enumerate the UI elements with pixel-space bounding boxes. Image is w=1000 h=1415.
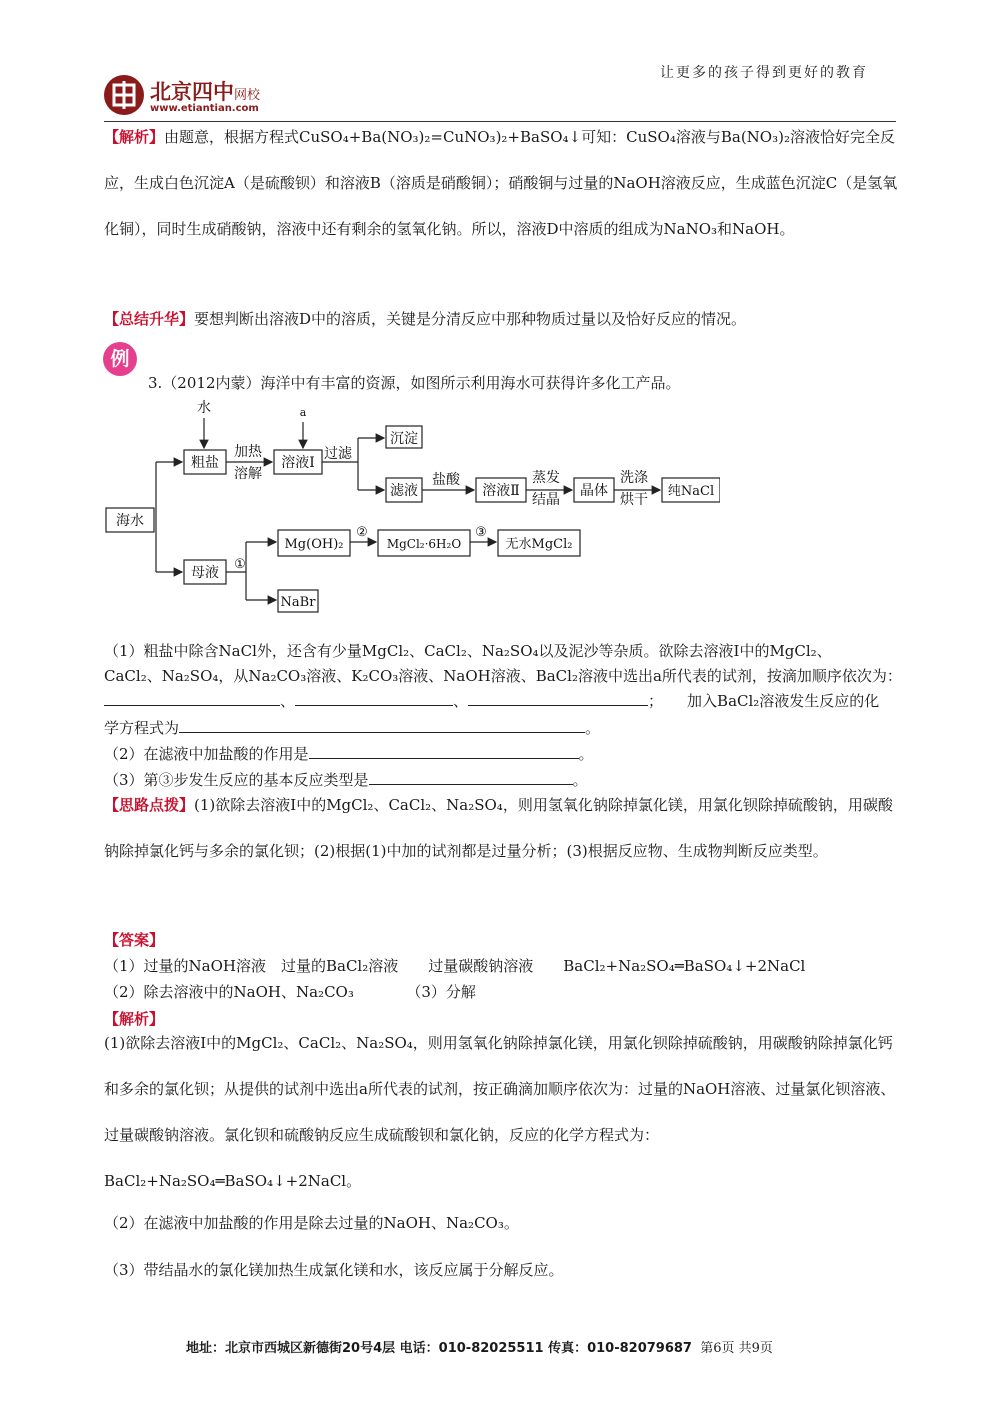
question-2 — [104, 743, 594, 764]
label-crystal: 晶体 — [580, 483, 608, 499]
q3-tail: 。 — [572, 771, 588, 789]
analysis-tag: 【解析】 — [104, 1010, 165, 1028]
footer-address: 地址：北京市西城区新德街20号4层 电话：010-82025511 传真：010-82079687 — [186, 1341, 692, 1356]
example-badge: 例 — [103, 342, 137, 376]
label-nabr: NaBr — [280, 595, 316, 610]
label-pure-nacl: 纯NaCl — [667, 484, 715, 499]
label-water: 水 — [197, 400, 211, 416]
label-step3: ③ — [475, 525, 487, 540]
label-anhydrous-mgcl2: 无水MgCl₂ — [505, 537, 573, 552]
label-step1: ① — [234, 557, 246, 572]
label-precipitate: 沉淀 — [390, 431, 418, 447]
label-solution2: 溶液Ⅱ — [482, 483, 520, 499]
footer — [186, 1337, 773, 1356]
answer-line2: （2）除去溶液中的NaOH、Na₂CO₃ （3）分解 — [104, 983, 476, 1001]
q1-line4-tail: 。 — [585, 719, 601, 737]
analysis-paragraph-3: （3）带结晶水的氯化镁加热生成氯化镁和水，该反应属于分解反应。 — [104, 1261, 564, 1279]
question-1-line4 — [104, 717, 600, 738]
hint-tag: 【思路点拨】 — [104, 796, 195, 814]
label-solution1: 溶液Ⅰ — [281, 455, 315, 471]
label-mgoh2: Mg(OH)₂ — [284, 537, 344, 552]
label-dissolve: 溶解 — [234, 466, 262, 482]
analysis-paragraph-2: （2）在滤液中加盐酸的作用是除去过量的NaOH、Na₂CO₃。 — [104, 1214, 519, 1232]
label-dry: 烘干 — [620, 492, 648, 508]
answer-blank-2[interactable] — [295, 690, 453, 706]
answer-blank-5[interactable] — [309, 743, 579, 759]
label-wash: 洗涤 — [620, 470, 648, 486]
q1-sep1: 、 — [280, 692, 296, 710]
q2-head: （2）在滤液中加盐酸的作用是 — [104, 745, 309, 763]
logo-name: 北京四中网校 — [150, 79, 261, 104]
q1-line3-tail: 加入BaCl₂溶液发生反应的化 — [687, 692, 880, 710]
answer-line1: （1）过量的NaOH溶液 过量的BaCl₂溶液 过量碳酸钠溶液 BaCl₂+Na₂SO₄═BaSO₄↓+2NaCl — [104, 957, 806, 975]
footer-page: 第6页 共9页 — [700, 1341, 773, 1356]
label-hcl: 盐酸 — [432, 472, 460, 488]
question-1-line1: （1）粗盐中除含NaCl外，还含有少量MgCl₂、CaCl₂、Na₂SO₄以及泥沙等杂质。欲除去溶液Ⅰ中的MgCl₂、 — [104, 642, 832, 660]
summary-text: 要想判断出溶液D中的溶质，关键是分清反应中那种物质过量以及恰好反应的情况。 — [194, 310, 747, 328]
example-stem: 3.（2012内蒙）海洋中有丰富的资源，如图所示利用海水可获得许多化工产品。 — [148, 374, 681, 392]
logo-emblem-icon — [104, 75, 144, 115]
q1-sep3: ； — [648, 692, 664, 710]
logo-sub: 网校 — [234, 88, 261, 103]
q1-sep2: 、 — [453, 692, 469, 710]
label-heat: 加热 — [234, 444, 262, 460]
label-mother-liquor: 母液 — [191, 565, 219, 581]
header-slogan: 让更多的孩子得到更好的教育 — [660, 65, 868, 81]
answer-tag: 【答案】 — [104, 931, 165, 949]
label-crude-salt: 粗盐 — [191, 455, 219, 471]
q2-tail: 。 — [578, 745, 594, 763]
answer-blank-3[interactable] — [468, 690, 648, 706]
hint-text: (1)欲除去溶液Ⅰ中的MgCl₂、CaCl₂、Na₂SO₄，则用氢氧化钠除掉氯化镁，用氯化钡除掉硫酸钠，用碳酸钠除掉氯化钙与多余的氯化钡；(2)根据(1)中加的试剂都是过量分析；(3)根据反应物、生成物判断反应类型。 — [104, 796, 893, 860]
label-filtrate: 滤液 — [390, 483, 418, 499]
label-mgcl2-hydrate: MgCl₂·6H₂O — [386, 537, 462, 551]
hint — [104, 782, 898, 874]
prev-analysis-tag: 【解析】 — [104, 128, 165, 146]
answer-blank-4[interactable] — [179, 717, 585, 733]
analysis-paragraph-1: (1)欲除去溶液Ⅰ中的MgCl₂、CaCl₂、Na₂SO₄，则用氢氧化钠除掉氯化镁，用氯化钡除掉硫酸钠，用碳酸钠除掉氯化钙和多余的氯化钡；从提供的试剂中选出a所代表的试剂，按正确滴加顺序依次为：过量的NaOH溶液、过量氯化钡溶液、过量碳酸钠溶液。氯化钡和硫酸钠反应生成硫酸钡和氯化钠，反应的化学方程式为：BaCl₂+Na₂SO₄═BaSO₄↓+2NaCl。 — [104, 1034, 896, 1190]
label-filter: 过滤 — [324, 446, 352, 462]
prev-analysis — [104, 114, 898, 252]
label-crystallize: 结晶 — [532, 492, 560, 508]
summary-tag: 【总结升华】 — [104, 310, 195, 328]
question-1-line2: CaCl₂、Na₂SO₄，从Na₂CO₃溶液、K₂CO₃溶液、NaOH溶液、BaCl₂溶液中选出a所代表的试剂，按滴加顺序依次为： — [104, 667, 902, 685]
prev-analysis-text: 由题意，根据方程式CuSO₄+Ba(NO₃)₂=CuNO₃)₂+BaSO₄↓可知：CuSO₄溶液与Ba(NO₃)₂溶液恰好完全反应，生成白色沉淀A（是硫酸钡）和溶液B（溶质是硝酸铜）；硝酸铜与过量的NaOH溶液反应，生成蓝色沉淀C（是氢氧化铜），同时生成硝酸钠，溶液中还有剩余的氢氧化钠。所以，溶液D中溶质的组成为NaNO₃和NaOH。 — [104, 128, 898, 238]
logo-url: www.etiantian.com — [150, 103, 259, 114]
label-evaporate: 蒸发 — [532, 470, 560, 486]
label-reagent-a: a — [299, 406, 307, 419]
q1-line4-head: 学方程式为 — [104, 719, 180, 737]
answer-blank-1[interactable] — [104, 690, 280, 706]
label-step2: ② — [356, 525, 368, 540]
summary — [104, 296, 898, 342]
q3-head: （3）第③步发生反应的基本反应类型是 — [104, 771, 369, 789]
question-1-line3 — [104, 690, 879, 711]
seawater-flow-diagram — [100, 398, 720, 620]
label-seawater: 海水 — [116, 513, 144, 529]
